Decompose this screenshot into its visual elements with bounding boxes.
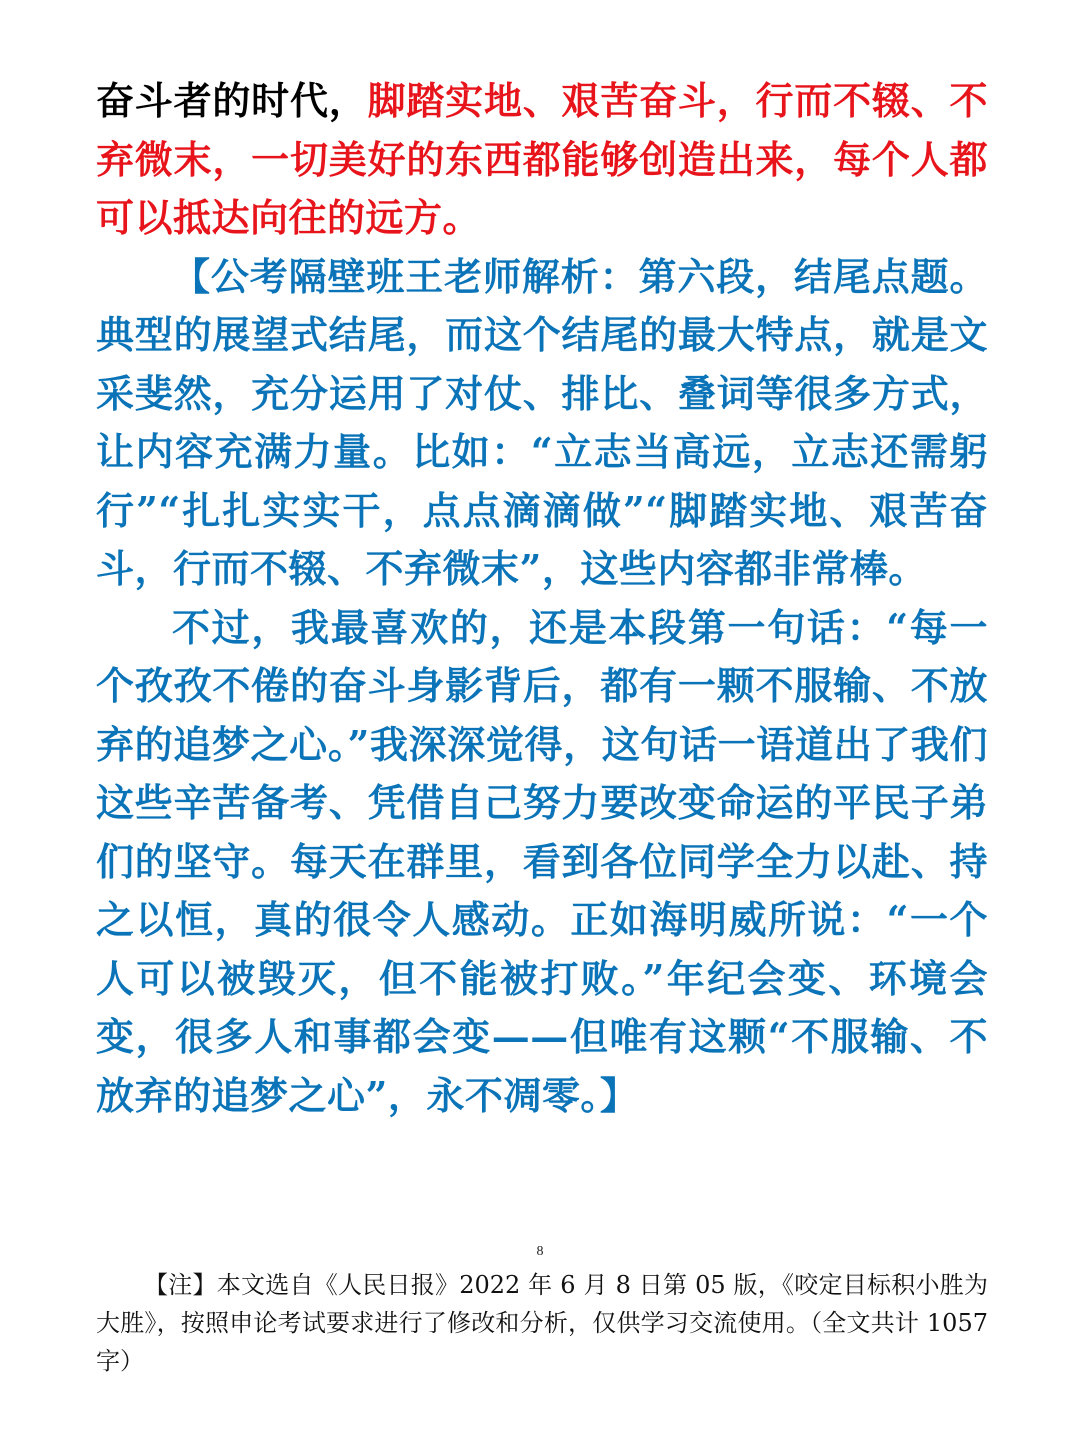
paragraph-text-highlighted: 脚踏实地、艰苦奋斗，行而不辍、不弃微末，一切美好的东西都能够创造出来，每个人都可以抵达向往的远方。 bbox=[96, 78, 988, 240]
page-number: 8 bbox=[536, 1244, 544, 1259]
article-body bbox=[96, 72, 988, 1125]
paragraph-text-black: 奋斗者的时代， bbox=[96, 78, 368, 123]
analysis-paragraph-1: 【公考隔壁班王老师解析：第六段，结尾点题。典型的展望式结尾，而这个结尾的最大特点，就是文采斐然，充分运用了对仗、排比、叠词等很多方式，让内容充满力量。比如：“立志当高远，立志还需躬行”“扎扎实实干，点点滴滴做”“脚踏实地、艰苦奋斗，行而不辍、不弃微末”，这些内容都非常棒。 bbox=[96, 253, 988, 591]
footnote: 【注】本文选自《人民日报》2022 年 6 月 8 日第 05 版，《咬定目标积小胜为大胜》，按照申论考试要求进行了修改和分析，仅供学习交流使用。（全文共计 1057 字） bbox=[96, 1271, 988, 1375]
analysis-paragraph-2: 不过，我最喜欢的，还是本段第一句话：“每一个孜孜不倦的奋斗身影背后，都有一颗不服输、不放弃的追梦之心。”我深深觉得，这句话一语道出了我们这些辛苦备考、凭借自己努力要改变命运的平民子弟们的坚守。每天在群里，看到各位同学全力以赴、持之以恒，真的很令人感动。正如海明威所说：“一个人可以被毁灭，但不能被打败。”年纪会变、环境会变，很多人和事都会变——但唯有这颗“不服输、不放弃的追梦之心”，永不凋零。】 bbox=[96, 604, 988, 1118]
paragraph-closing-quote bbox=[96, 72, 988, 248]
